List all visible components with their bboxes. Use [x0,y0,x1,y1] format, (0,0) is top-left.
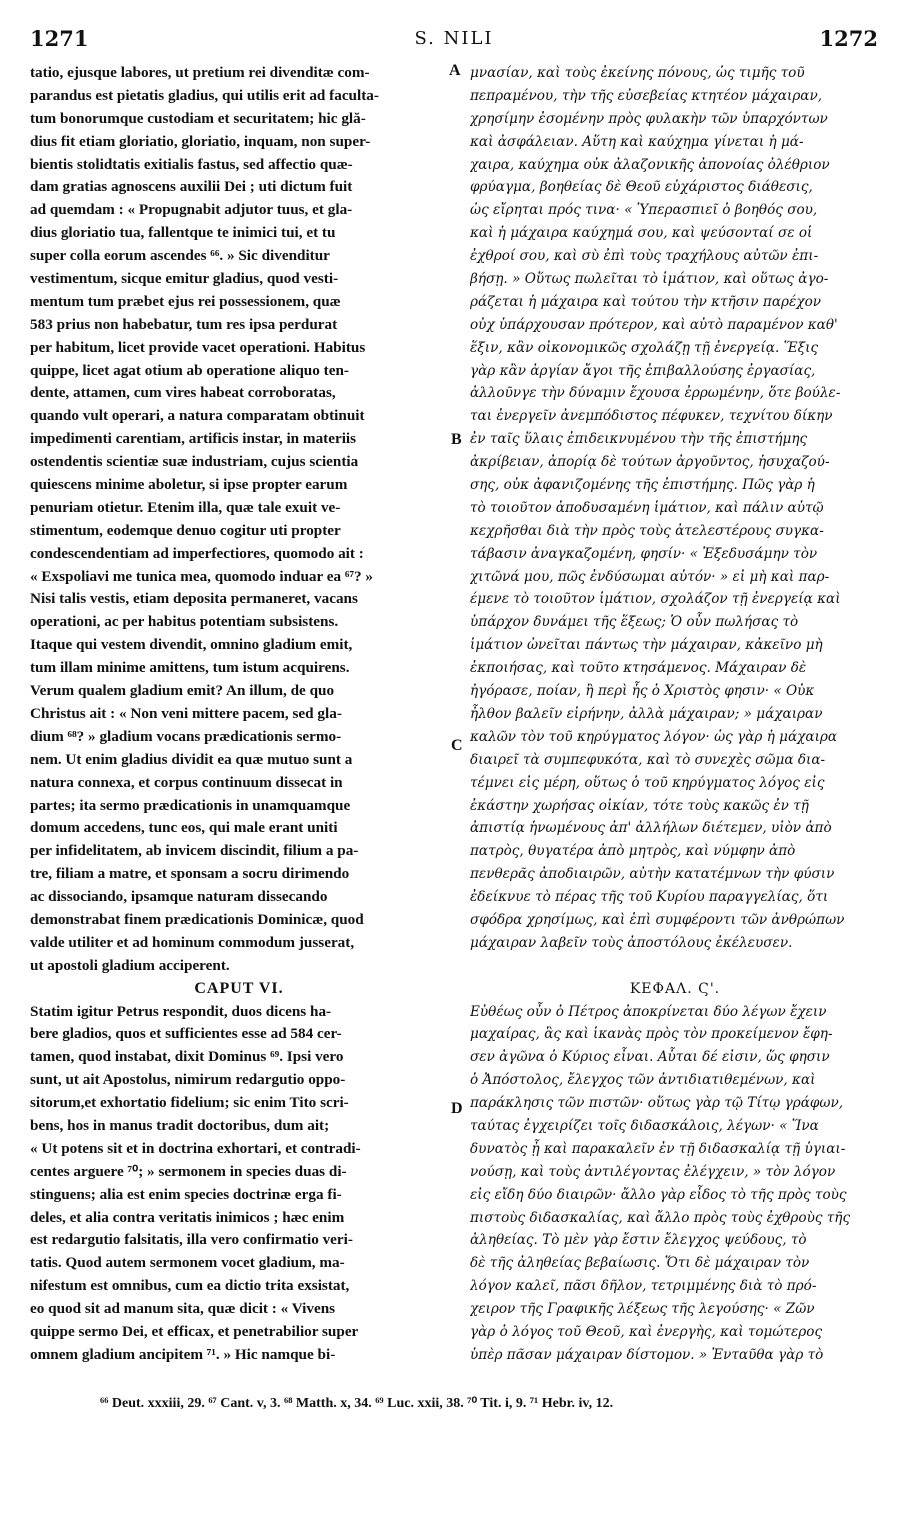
text-line: stinguens; alia est enim species doctrinæ erga fi- [30,1185,342,1203]
text-line: πατρὸς, θυγατέρα ἀπὸ μητρὸς, καὶ νύμφην ἀπὸ [470,843,796,860]
text-line: 583 prius non habebatur, tum res ipsa perdurat [30,315,338,333]
greek-text-part1 [470,62,880,955]
text-line: ad quemdam : « Propugnabit adjutor tuus, et gla- [30,201,353,219]
text-line: χρησίμην ἐσομένην πρὸς φυλακὴν τῶν ὑπαρχόντων [470,110,828,127]
text-line: super colla eorum ascendes ⁶⁶. » Sic divenditur [30,247,330,265]
text-line: Itaque qui vestem divendit, omnino gladium emit, [30,636,353,654]
text-line: nem. Ut enim gladius dividit ea quæ mutuo sunt a [30,750,353,768]
greek-text-part2 [470,1001,880,1367]
text-line: domum accedens, tunc eos, qui male erant uniti [30,819,338,837]
text-line: quippe, licet agat otium ab operatione aliquo ten- [30,361,349,379]
text-line: ἦλθον βαλεῖν εἰρήνην, ἀλλὰ μάχαιραν; » μάχαιραν [470,705,823,722]
text-line: καὶ ἀσφάλειαν. Αὕτη καὶ καύχημα γίνεται ἡ μά- [470,133,804,150]
text-line: ὑπὲρ πᾶσαν μάχαιραν δίστομον. » Ἐνταῦθα γὰρ τὸ [470,1346,824,1363]
text-line: dium ⁶⁸? » gladium vocans prædicationis sermo- [30,727,342,745]
text-line: dam gratias agnoscens auxilii Dei ; uti dictum fuit [30,178,353,196]
text-line: valde utiliter et ad hominum commodum jusserat, [30,933,355,951]
text-line: γὰρ ὁ λόγος τοῦ Θεοῦ, καὶ ἐνεργὴς, καὶ τομώτερος [470,1323,823,1340]
text-line: quiescens minime aboletur, si ipse propter earum [30,476,348,494]
text-line: Statim igitur Petrus respondit, duos dicens ha- [30,1002,332,1020]
text-line: οὐχ ὑπάρχουσαν πρότερον, καὶ αὐτὸ παραμένον καθ' [470,316,838,333]
latin-column [30,62,448,1367]
text-line: dius fit etiam gloriatio, gloriatio, inquam, non super- [30,132,371,150]
text-line: πενθερᾶς ἀποδιαιρῶν, αὐτὴν κατατέμνων τὴν φύσιν [470,866,835,883]
text-line: dente, attamen, cum vires habeat corroboratas, [30,384,336,402]
text-line: ἀκρίβειαν, ἀπορίᾳ δὲ τούτων ἀργοῦντος, ἡσυχαζού- [470,454,830,471]
text-line: bens, hos in manus tradit doctoribus, dum ait; [30,1116,330,1134]
text-line: operationi, ac per habitus potentiam subsistens. [30,613,339,631]
text-line: ostendentis scientiæ suæ industriam, cujus scientia [30,453,359,471]
text-line: ὡς εἴρηται πρός τινα· « Ὑπερασπιεῖ ὁ βοηθός σου, [470,202,818,219]
text-line: vestimentum, sicque emitur gladius, quod vesti- [30,270,339,288]
text-line: partes; ita sermo prædicationis in unamquamque [30,796,351,814]
text-line: ut apostoli gladium acciperent. [30,956,230,974]
text-line: χαιρα, καύχημα οὐκ ἀλαζονικῆς ἀπονοίας ὀλέθριον [470,156,830,173]
text-line: ἀλλοῦνγε τὴν δύναμιν ἔχουσα ἐρρωμένην, ὅτε βούλε- [470,385,841,402]
text-line: bientis stolidtatis exitialis fastus, sed affectio quæ- [30,155,353,173]
text-line: σεν ἀγῶνα ὁ Κύριος εἶναι. Αὗται δέ εἰσιν, ὥς φησιν [470,1049,830,1066]
text-line: parandus est pietatis gladius, qui utilis erit ad faculta- [30,86,379,104]
text-line: γὰρ κἂν ἀργίαν ἄγοι τῆς ἐπιβαλλούσης ἐργασίας, [470,362,816,379]
text-line: κεχρῆσθαι διὰ τὴν πρὸς τοὺς ἀτελεστέρους συγκα- [470,522,824,539]
text-line: ὑπάρχον δυνάμει τῆς ἕξεως; Ὁ οὖν πωλήσας τὸ [470,614,799,631]
text-line: πεπραμένου, τὴν τῆς εὐσεβείας κτητέον μάχαιραν, [470,87,823,104]
text-line: ράζεται ἡ μάχαιρα καὶ τούτου τὴν κτῆσιν παρέχον [470,293,822,310]
text-line: ac dissociando, ipsamque naturam dissecando [30,888,328,906]
text-line: παράκλησις τῶν πιστῶν· οὕτως γὰρ τῷ Τίτῳ γράφων, [470,1095,844,1112]
text-line: εἰς εἴδη δύο διαιρῶν· ἄλλο γὰρ εἶδος τὸ τῆς πρὸς τοὺς [470,1186,847,1203]
text-line: natura connexa, et corpus continuum dissecat in [30,773,343,791]
text-line: Εὐθέως οὖν ὁ Πέτρος ἀποκρίνεται δύο λέγων ἔχειν [470,1003,827,1020]
text-line: ταύτας ἐγχειρίζει τοῖς διδασκάλοις, λέγων· « Ἵνα [470,1117,819,1134]
text-line: δὲ τῆς ἀληθείας βεβαίωσις. Ὅτι δὲ μάχαιραν τὸν [470,1255,810,1272]
text-line: per habitum, licet provide vacet operationi. Habitus [30,338,366,356]
text-line: ἱμάτιον ὠνεῖται πάντως τὴν μάχαιραν, κἀκεῖνο μὴ [470,637,823,654]
text-line: impedimenti carentiam, artificis instar, in materiis [30,430,357,448]
text-line: μάχαιραν λαβεῖν τοὺς ἀποστόλους ἐκέλευσεν. [470,934,793,951]
text-line: χειρον τῆς Γραφικῆς λέξεως τῆς λεγούσης· « Ζῶν [470,1301,815,1318]
text-line: ἐν ταῖς ὕλαις ἐπιδεικνυμένου τὴν τῆς ἐπιστήμης [470,431,808,448]
text-line: λόγον καλεῖ, πᾶσι δῆλον, τετριμμένης διὰ τὸ πρό- [470,1278,817,1295]
text-line: dius gloriatio tua, fallentque te inimici tui, et tu [30,224,336,242]
margin-letter-c: C [451,737,463,754]
text-line: « Ut potens sit et in doctrina exhortari, et contradi- [30,1139,361,1157]
page-number-left: 1271 [30,26,89,51]
text-line: καὶ ἡ μάχαιρα καύχημά σου, καὶ ψεύσονταί σε οἱ [470,225,813,242]
latin-text-part1 [30,62,448,978]
text-line: tatis. Quod autem sermonem vocet gladium, ma- [30,1254,345,1272]
text-line: penuriam otietur. Etenim illa, quæ tale exuit ve- [30,498,341,516]
text-line: « Exspoliavi me tunica mea, quomodo induar ea ⁶⁷? » [30,567,373,585]
text-line: μνασίαν, καὶ τοὺς ἐκείνης πόνους, ὡς τιμῆς τοῦ [470,65,805,81]
text-line: Christus ait : « Non veni mittere pacem, sed gla- [30,704,342,722]
text-line: tamen, quod instabat, dixit Dominus ⁶⁹. Ipsi vero [30,1048,344,1066]
text-line: νούσῃ, καὶ τοὺς ἀντιλέγοντας ἐλέγχειν, » τὸν λόγον [470,1163,836,1180]
text-line: sitorum,et exhortatio fidelium; sic enim Tito scri- [30,1094,349,1112]
text-line: ἕξιν, κἂν οἰκονομικῶς σχολάζῃ τῇ ἐνεργείᾳ. Ἕξις [470,339,819,356]
footnotes: ⁶⁶ Deut. xxxiii, 29. ⁶⁷ Cant. v, 3. ⁶⁸ Matth. x, 34. ⁶⁹ Luc. xxii, 38. ⁷⁰ Tit. i, 9. ⁷¹ Hebr. iv, 12. [100,1396,614,1411]
text-line: condescendentiam ad imperfectiores, quomodo ait : [30,544,364,562]
text-line: χιτῶνά μου, πῶς ἐνδύσωμαι αὐτόν· » εἰ μὴ καὶ παρ- [470,568,830,585]
text-line: ἐκποιήσας, καὶ τοῦτο κτησάμενος. Μάχαιραν δὲ [470,660,807,677]
text-line: ται ἐνεργεῖν ἀνεμπόδιστος πέφυκεν, τεχνίτου δίκην [470,408,833,425]
text-line: μαχαίρας, ἃς καὶ ἱκανὰς πρὸς τὸν προκείμενον ἔφη- [470,1026,833,1043]
text-line: tatio, ejusque labores, ut pretium rei divenditæ com- [30,64,370,81]
greek-column [470,62,880,1367]
text-line: demonstrabat finem prædicationis Dominicæ, quod [30,910,364,928]
text-line: tum bonorumque custodiam et securitatem; hic glă- [30,109,366,127]
text-line: tre, filiam a matre, et sponsam a socru dirimendo [30,865,350,883]
text-line: quippe sermo Dei, et efficax, et penetrabilior super [30,1322,359,1340]
text-line: τὸ τοιοῦτον ἀποδυσαμένη ἱμάτιον, καὶ πάλιν αὐτῷ [470,499,824,516]
text-line: τάβασιν ἀναγκαζομένη, φησίν· « Ἐξεδυσάμην τὸν [470,545,818,562]
text-line: Nisi talis vestis, etiam deposita permaneret, vacans [30,590,358,608]
text-line: ὁ Ἀπόστολος, ἔλεγχος τῶν ἀντιδιατιθεμένων, καὶ [470,1072,816,1089]
text-line: bere gladios, quos et sufficientes esse ad 584 cer- [30,1025,342,1043]
text-line: τέμνει εἰς μέρη, οὕτως ὁ τοῦ κηρύγματος λόγος εἰς [470,774,825,791]
text-line: ἐχθροί σου, καὶ σὺ ἐπὶ τοὺς τραχήλους αὐτῶν ἐπι- [470,248,819,265]
text-line: centes arguere ⁷⁰; » sermonem in species duas di- [30,1162,347,1180]
text-line: ἠγόρασε, ποίαν, ἢ περὶ ἧς ὁ Χριστὸς φησιν· « Οὐκ [470,683,815,700]
page-number-right: 1272 [819,26,878,51]
running-title: S. NILI [414,28,494,49]
text-line: est redargutio falsitatis, illa vero confirmatio veri- [30,1231,353,1249]
margin-letter-d: D [451,1100,463,1117]
text-line: ἀπιστίᾳ ἡνωμένους ἀπ' ἀλλήλων διέτεμεν, υἱὸν ἀπὸ [470,820,832,837]
latin-chapter-heading: CAPUT VI. [194,979,284,997]
greek-chapter-heading: ΚΕΦΑΛ. Ϛ'. [629,980,721,997]
text-line: ἑκάστην χωρήσας οἰκίαν, τότε τοὺς κακῶς ἐν τῇ [470,797,809,814]
text-line: stimentum, eodemque denuo cogitur uti propter [30,521,341,539]
text-line: eo quod sit ad manum sita, quæ dicit : « Vivens [30,1300,336,1318]
text-line: Verum qualem gladium emit? An illum, de quo [30,682,335,700]
text-line: πιστοὺς διδασκαλίας, καὶ ἄλλο πρὸς τοὺς ἐχθροὺς τῆς [470,1209,851,1226]
text-line: quando vult operari, a natura comparatam obtinuit [30,407,365,425]
text-line: omnem gladium ancipitem ⁷¹. » Hic namque bi- [30,1345,336,1363]
text-line: sunt, ut ait Apostolus, nimirum redargutio oppo- [30,1071,346,1089]
text-line: βήσῃ. » Οὕτως πωλεῖται τὸ ἱμάτιον, καὶ οὕτως ἀγο- [470,271,829,288]
margin-letter-a: A [449,62,461,79]
text-line: mentum tum præbet ejus rei possessionem, quæ [30,292,341,310]
text-line: έμενε τὸ τοιοῦτον ἱμάτιον, σχολάζον τῇ ἐνεργείᾳ καὶ [470,591,841,608]
text-line: σης, οὐκ ἀφανιζομένης τῆς ἐπιστήμης. Πῶς γὰρ ἡ [470,477,815,494]
margin-letter-b: B [451,431,462,448]
text-line: διαιρεῖ τὰ συμπεφυκότα, καὶ τὸ συνεχὲς σῶμα δια- [470,751,826,768]
text-line: nifestum est omnibus, cum ea dictio trita exsistat, [30,1277,350,1295]
text-line: φρύαγμα, βοηθείας δὲ Θεοῦ εὐχάριστος διάθεσις, [470,179,813,196]
text-line: δυνατὸς ᾖ καὶ παρακαλεῖν ἐν τῇ διδασκαλίᾳ τῇ ὑγιαι- [470,1140,846,1157]
text-line: ἀληθείας. Τὸ μὲν γὰρ ἔστιν ἔλεγχος ψεύδους, τὸ [470,1232,807,1249]
text-line: per infidelitatem, ab invicem discindit, filium a pa- [30,842,359,860]
text-line: deles, et alia contra veritatis inimicos ; hæc enim [30,1208,345,1226]
text-line: καλῶν τὸν τοῦ κηρύγματος λόγον· ὡς γὰρ ἡ μάχαιρα [470,728,838,745]
latin-text-part2 [30,1001,448,1367]
text-line: tum illam minime amittens, tum istum acquirens. [30,659,350,677]
page-header [30,26,878,56]
text-line: ἐδείκνυε τὸ πέρας τῆς τοῦ Κυρίου παραγγελίας, ὅτι [470,889,829,906]
text-line: σφόδρα χρησίμως, καὶ ἐπὶ συμφέροντι τῶν ἀνθρώπων [470,911,845,928]
